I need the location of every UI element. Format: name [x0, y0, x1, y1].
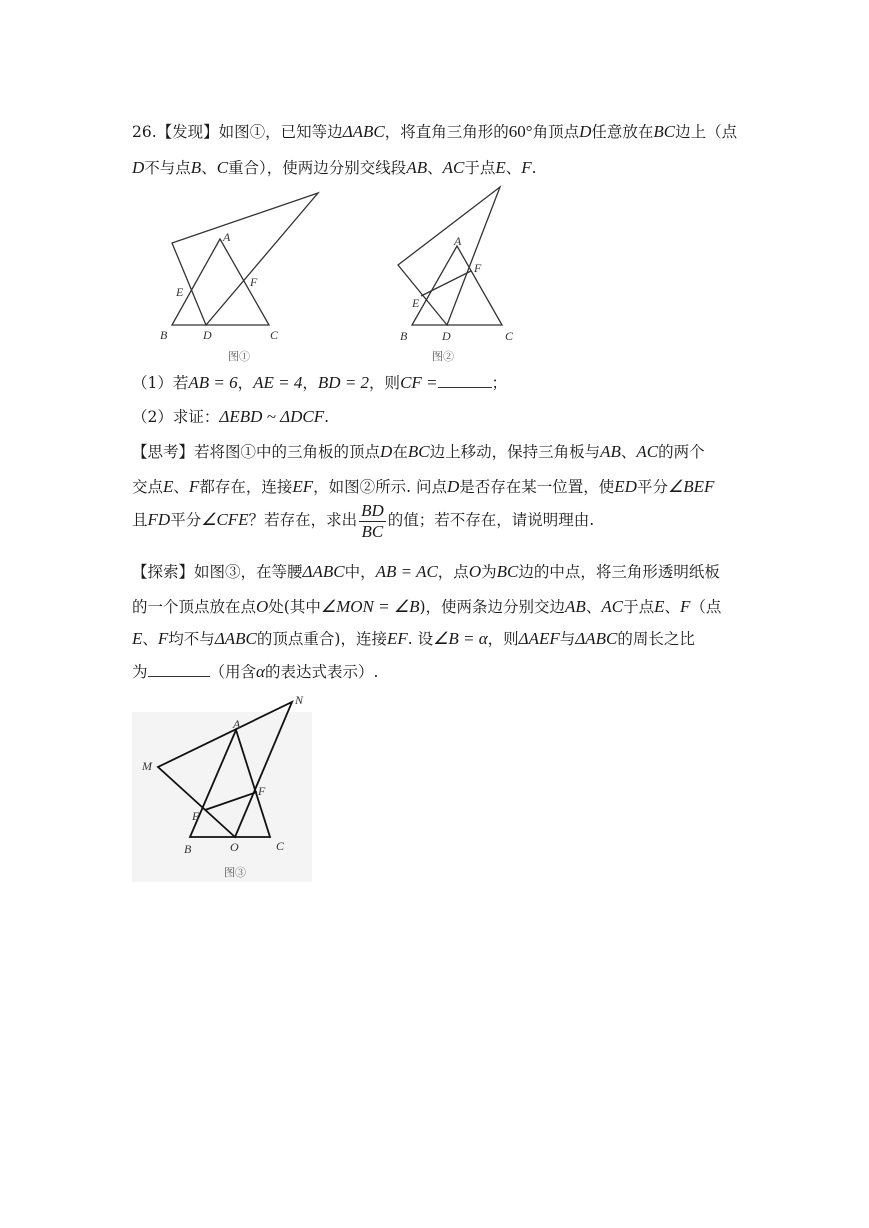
fig3-label-f: F — [258, 784, 266, 798]
text: 均不与 — [168, 630, 215, 648]
math-ab-6: AB = 6 — [188, 373, 238, 392]
math-triangle-abc: ΔABC — [214, 629, 257, 648]
fig1-label-f: F — [250, 275, 258, 289]
answer-blank-ratio[interactable] — [148, 662, 210, 677]
text: )，使两条边分别交边 — [419, 598, 566, 616]
text: 任意放在 — [591, 123, 654, 141]
math-segment-ac: AC — [601, 597, 624, 616]
text: 中， — [344, 563, 376, 581]
text: 若将图①中的三角板的顶点 — [194, 443, 381, 461]
discover-line-2 — [132, 158, 537, 178]
math-segment-bc: BC — [407, 442, 430, 461]
explore-line-4 — [132, 662, 378, 682]
math-segment-ac: AC — [442, 158, 465, 177]
think-line-2 — [132, 477, 714, 497]
text: ？若存在，求出 — [248, 511, 358, 529]
text: 平分 — [636, 478, 668, 496]
text: 边的中点，将三角形透明纸板 — [518, 563, 720, 581]
math-segment-ef: EF — [292, 477, 314, 496]
text: 的一个顶点放在点 — [132, 598, 257, 616]
math-point-o: O — [468, 562, 482, 581]
text: 且 — [132, 511, 148, 529]
text: . — [531, 159, 537, 177]
math-point-e: E — [132, 629, 143, 648]
math-segment-ab: AB — [600, 442, 621, 461]
math-angle-bef: ∠BEF — [667, 477, 715, 496]
math-segment-ab: AB — [565, 597, 586, 616]
fig2-caption: 图② — [432, 351, 454, 363]
text: ， — [302, 374, 318, 392]
math-segment-ef: EF — [386, 629, 408, 648]
text: 的周长之比 — [617, 630, 695, 648]
text: 如图③，在等腰 — [194, 563, 303, 581]
math-cf: CF = — [400, 373, 438, 392]
text: （用含 — [209, 663, 257, 681]
text: 都存在，连接 — [199, 478, 293, 496]
math-segment-bc: BC — [653, 122, 676, 141]
text: （点 — [690, 598, 722, 616]
text: ，则 — [369, 374, 401, 392]
fig1-label-b: B — [160, 328, 168, 342]
text: 、 — [620, 443, 637, 461]
fig1-label-a: A — [223, 230, 231, 244]
figure-2 — [390, 183, 530, 368]
text: （1）若 — [132, 374, 189, 392]
text: 的值；若不存在，请说明理由. — [387, 511, 595, 529]
text: ，如图②所示. 问点 — [313, 478, 447, 496]
fig3-caption: 图③ — [224, 867, 246, 879]
text: 不与点 — [144, 159, 191, 177]
explore-line-2 — [132, 597, 721, 617]
problem-number: 26. — [132, 123, 157, 141]
math-point-f: F — [680, 597, 691, 616]
fig2-label-c: C — [505, 329, 514, 343]
text: 如图①，已知等边 — [218, 123, 343, 141]
fig3-label-m: M — [142, 759, 152, 773]
text: （2）求证： — [132, 408, 220, 426]
fig2-label-e: E — [412, 296, 420, 310]
text: 为 — [132, 663, 148, 681]
math-triangle-abc: ΔABC — [342, 122, 385, 141]
fraction-denominator: BC — [361, 521, 384, 541]
text: 、 — [173, 478, 189, 496]
text: . — [324, 408, 330, 426]
think-line-3 — [132, 498, 594, 542]
math-point-f: F — [188, 477, 200, 496]
fraction-numerator: BD — [361, 500, 384, 520]
math-angle-cfe: ∠CFE — [201, 510, 249, 529]
math-point-d: D — [380, 442, 393, 461]
figure-3 — [130, 692, 320, 884]
text: 交点 — [132, 478, 164, 496]
math-segment-ed: ED — [614, 477, 637, 496]
text: 角顶点 — [532, 123, 580, 141]
answer-blank-cf[interactable] — [438, 373, 492, 388]
math-point-e: E — [654, 597, 665, 616]
text: 平分 — [170, 511, 202, 529]
math-point-f: F — [521, 158, 532, 177]
text: ， — [237, 374, 254, 392]
math-angle-60: 60° — [508, 122, 533, 141]
math-point-e: E — [495, 158, 506, 177]
tag-think: 【思考】 — [132, 443, 195, 461]
fig2-label-d: D — [442, 329, 451, 343]
text: 、 — [505, 159, 522, 177]
math-point-f: F — [157, 629, 169, 648]
math-alpha: α — [256, 662, 265, 681]
text: 于点 — [464, 159, 496, 177]
fig1-label-e: E — [176, 285, 184, 299]
fig2-label-b: B — [400, 329, 408, 343]
fraction-bd-bc — [359, 501, 386, 542]
text: 的两个 — [658, 443, 705, 461]
math-segment-fd: FD — [147, 510, 171, 529]
math-point-e: E — [163, 477, 174, 496]
math-segment-ab: AB — [406, 158, 428, 177]
fig3-label-o: O — [230, 840, 239, 854]
text: ，将直角三角形的 — [384, 123, 509, 141]
text: 在 — [392, 443, 408, 461]
explore-line-1 — [132, 562, 720, 582]
text: 边上（点 — [675, 123, 738, 141]
math-segment-bc: BC — [496, 562, 519, 581]
fig3-scan-background — [132, 712, 312, 882]
math-triangle-abc: ΔABC — [302, 562, 345, 581]
math-point-c: C — [216, 158, 229, 177]
math-angle-mon: ∠MON = ∠B — [320, 597, 420, 616]
math-point-d: D — [579, 122, 592, 141]
think-line-1 — [132, 442, 705, 462]
math-similar-triangles: ΔEBD ~ ΔDCF — [219, 407, 325, 426]
math-angle-b-alpha: ∠B = α — [433, 629, 488, 648]
fig2-label-f: F — [474, 261, 482, 275]
fig1-caption: 图① — [228, 351, 250, 363]
math-segment-ac: AC — [636, 442, 659, 461]
fig1-label-d: D — [203, 328, 212, 342]
math-point-b: B — [190, 158, 202, 177]
math-ab-eq-ac: AB = AC — [375, 562, 438, 581]
tag-discover: 【发现】 — [156, 123, 219, 141]
math-point-d: D — [132, 158, 145, 177]
math-bd-2: BD = 2 — [317, 373, 370, 392]
fig3-label-a: A — [233, 717, 241, 731]
figure-1 — [150, 188, 330, 368]
text: 于点 — [623, 598, 655, 616]
math-triangle-abc: ΔABC — [575, 629, 618, 648]
fig2-label-a: A — [454, 234, 462, 248]
fig3-label-n: N — [295, 693, 304, 707]
text: 的顶点重合)，连接 — [256, 630, 387, 648]
text: 的表达式表示）. — [264, 663, 379, 681]
text: . 设 — [407, 630, 434, 648]
fig3-label-b: B — [184, 842, 192, 856]
math-point-d: D — [446, 477, 460, 496]
text: 、 — [664, 598, 680, 616]
fig3-label-e: E — [192, 809, 200, 823]
text: 处(其中 — [268, 598, 321, 616]
text: 、 — [142, 630, 158, 648]
text: 、 — [585, 598, 602, 616]
text: ，点 — [437, 563, 469, 581]
tag-explore: 【探索】 — [132, 563, 195, 581]
explore-line-3 — [132, 629, 695, 649]
text: 、 — [427, 159, 443, 177]
text: 与 — [559, 630, 576, 648]
text: 是否存在某一位置，使 — [459, 478, 615, 496]
discover-line-1 — [132, 122, 737, 142]
text: 重合），使两边分别交线段 — [228, 159, 407, 177]
fig1-label-c: C — [270, 328, 279, 342]
math-triangle-aef: ΔAEF — [518, 629, 560, 648]
text: 、 — [201, 159, 217, 177]
question-1 — [132, 373, 507, 393]
text: 边上移动，保持三角板与 — [429, 443, 601, 461]
text: ； — [491, 374, 508, 392]
text: ，则 — [487, 630, 519, 648]
text: 为 — [481, 563, 497, 581]
question-2 — [132, 407, 329, 427]
fig3-label-c: C — [276, 839, 285, 853]
math-ae-4: AE = 4 — [253, 373, 303, 392]
math-point-o: O — [256, 597, 269, 616]
